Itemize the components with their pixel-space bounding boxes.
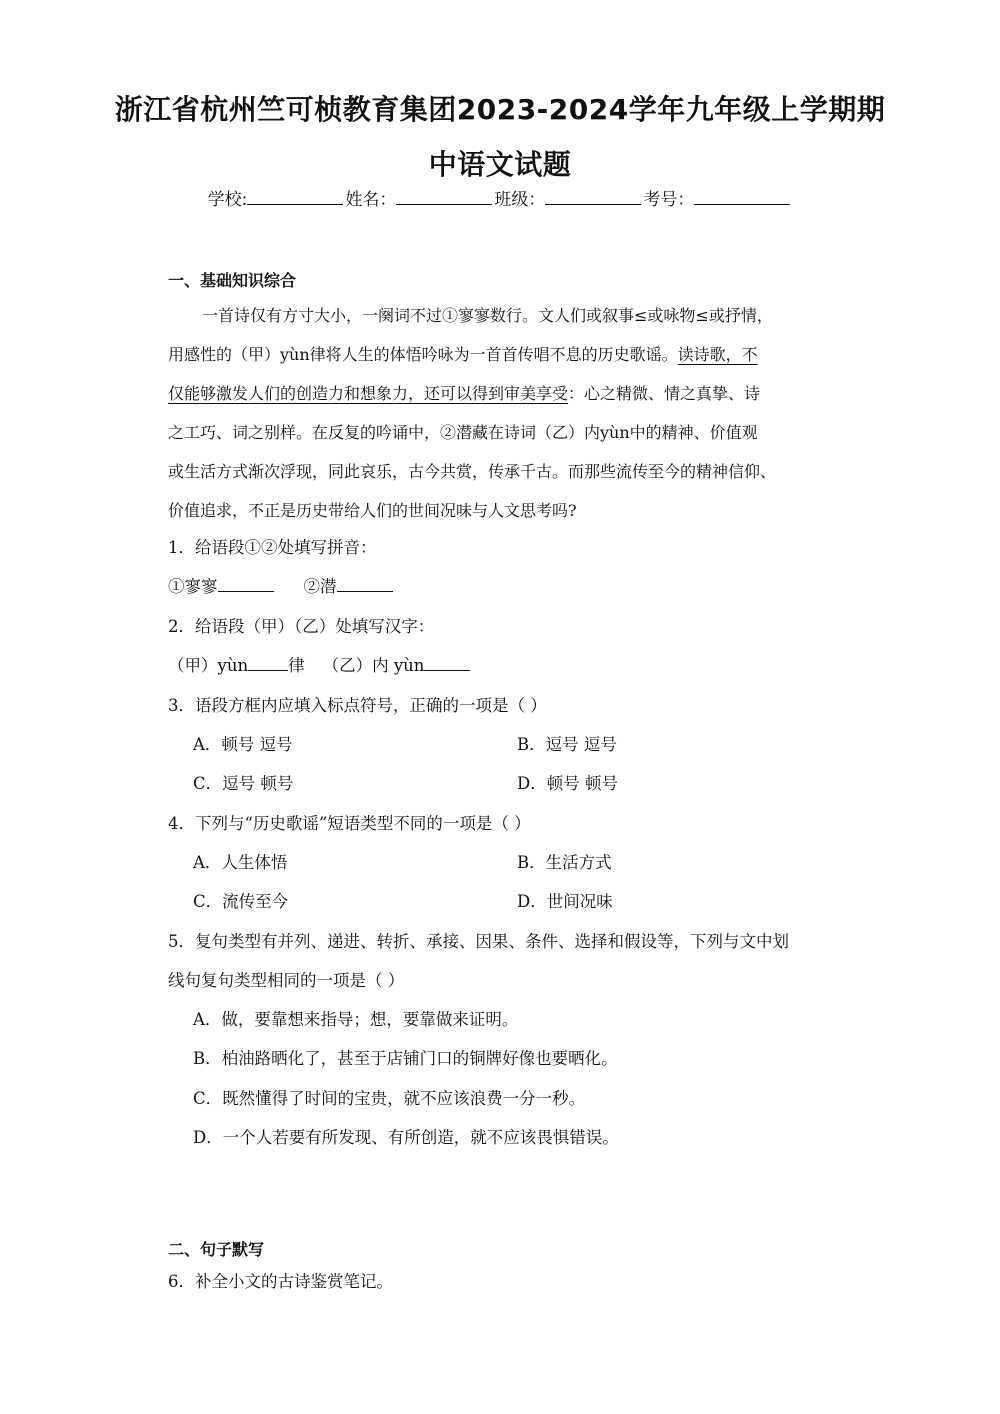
- option-text: 逗号 逗号: [545, 735, 617, 754]
- reading-passage: [168, 296, 830, 530]
- q2-blank-1[interactable]: [248, 656, 288, 671]
- q3-option-d[interactable]: [517, 770, 618, 794]
- option-text: 人生体悟: [221, 853, 288, 872]
- option-text: 柏油路晒化了，甚至于店铺门口的铜牌好像也要晒化。: [221, 1049, 618, 1068]
- passage-line: 价值追求，不正是历史带给人们的世间况味与人文思考吗?: [168, 501, 577, 520]
- exam-number-blank[interactable]: [694, 190, 790, 205]
- q2-part-2: （乙）内 yùn: [322, 656, 425, 675]
- q5-option-a[interactable]: [193, 1006, 518, 1030]
- question-1-stem: 1．给语段①②处填写拼音：: [168, 538, 377, 557]
- q3-option-a[interactable]: [193, 731, 293, 755]
- option-letter: C．: [193, 1089, 223, 1108]
- option-text: 逗号 顿号: [222, 774, 294, 793]
- option-text: 一个人若要有所发现、有所创造，就不应该畏惧错误。: [222, 1128, 619, 1147]
- option-text: 世间况味: [546, 892, 613, 911]
- option-letter: A．: [193, 1010, 222, 1029]
- q2-blank-2[interactable]: [424, 656, 470, 671]
- passage-line: 之工巧、词之别样。在反复的吟诵中，②潜藏在诗词（乙）内yùn中的精神、价值观: [168, 423, 758, 442]
- q4-option-b[interactable]: [517, 849, 612, 873]
- exam-title-line-1: 浙江省杭州竺可桢教育集团2023-2024学年九年级上学期期: [114, 93, 886, 126]
- option-letter: B．: [517, 853, 546, 872]
- option-text: 流传至今: [222, 892, 289, 911]
- option-letter: D．: [193, 1128, 223, 1147]
- passage-text: 用感性的（甲）yùn律将人生的体悟吟咏为一首首传唱不息的历史歌谣。: [168, 345, 678, 364]
- q4-option-a[interactable]: [193, 849, 287, 873]
- question-5-stem-line-1: 5．复句类型有并列、递进、转折、承接、因果、条件、选择和假设等，下列与文中划: [168, 932, 789, 951]
- class-blank[interactable]: [545, 190, 641, 205]
- student-info-row: [0, 185, 1000, 210]
- passage-line: 一首诗仅有方寸大小，一阕词不过①寥寥数行。文人们或叙事≤或咏物≤或抒情，: [202, 306, 773, 325]
- class-label: 班级：: [494, 190, 546, 210]
- q5-option-d[interactable]: [193, 1124, 619, 1148]
- question-5-stem-line-2: 线句复句类型相同的一项是（ ）: [168, 971, 405, 990]
- option-letter: C．: [193, 774, 223, 793]
- passage-text: ：心之精微、情之真挚、诗: [568, 384, 761, 403]
- exam-number-label: 考号：: [643, 190, 695, 210]
- q5-option-b[interactable]: [193, 1045, 618, 1069]
- question-2-answers: [168, 652, 470, 676]
- name-blank[interactable]: [396, 190, 492, 205]
- q3-option-b[interactable]: [517, 731, 617, 755]
- option-letter: D．: [517, 892, 547, 911]
- q2-part-1-suffix: 律: [288, 656, 305, 675]
- q1-blank-2[interactable]: [337, 577, 393, 592]
- option-text: 顿号 逗号: [221, 735, 293, 754]
- option-letter: D．: [517, 774, 547, 793]
- q4-option-d[interactable]: [517, 888, 613, 912]
- option-letter: A．: [193, 735, 222, 754]
- question-4-stem: 4．下列与“历史歌谣”短语类型不同的一项是（ ）: [168, 814, 531, 833]
- question-3-stem: 3．语段方框内应填入标点符号，正确的一项是（ ）: [168, 696, 547, 715]
- underlined-sentence: 仅能够激发人们的创造力和想象力，还可以得到审美享受: [168, 384, 569, 403]
- school-blank[interactable]: [247, 190, 343, 205]
- question-1-answers: [168, 573, 393, 597]
- option-letter: B．: [517, 735, 546, 754]
- passage-line: [168, 374, 830, 413]
- option-text: 既然懂得了时间的宝贵，就不应该浪费一分一秒。: [222, 1089, 586, 1108]
- option-letter: B．: [193, 1049, 222, 1068]
- option-text: 做，要靠想来指导；想，要靠做来证明。: [221, 1010, 519, 1029]
- q1-item-2: ②潜: [303, 577, 337, 596]
- option-letter: C．: [193, 892, 223, 911]
- q2-part-1: （甲）yùn: [168, 656, 249, 675]
- name-label: 姓名：: [345, 190, 397, 210]
- underlined-sentence: 读诗歌，不: [677, 345, 758, 364]
- option-letter: A．: [193, 853, 222, 872]
- question-2-stem: 2．给语段（甲）（乙）处填写汉字：: [168, 617, 435, 636]
- q1-item-1: ①寥寥: [168, 577, 218, 596]
- passage-line: [168, 335, 830, 374]
- q4-option-c[interactable]: [193, 888, 288, 912]
- q5-option-c[interactable]: [193, 1085, 585, 1109]
- q1-blank-1[interactable]: [218, 577, 274, 592]
- q3-option-c[interactable]: [193, 770, 293, 794]
- option-text: 生活方式: [545, 853, 612, 872]
- passage-line: 或生活方式渐次浮现，同此哀乐，古今共赏，传承千古。而那些流传至今的精神信仰、: [168, 462, 777, 481]
- school-label: 学校:: [207, 190, 248, 210]
- exam-title-line-2: 中语文试题: [428, 148, 572, 181]
- question-6-stem: 6．补全小文的古诗鉴赏笔记。: [168, 1272, 393, 1291]
- section-1-heading: 一、基础知识综合: [168, 271, 297, 290]
- section-2-heading: 二、句子默写: [168, 1240, 265, 1259]
- option-text: 顿号 顿号: [546, 774, 618, 793]
